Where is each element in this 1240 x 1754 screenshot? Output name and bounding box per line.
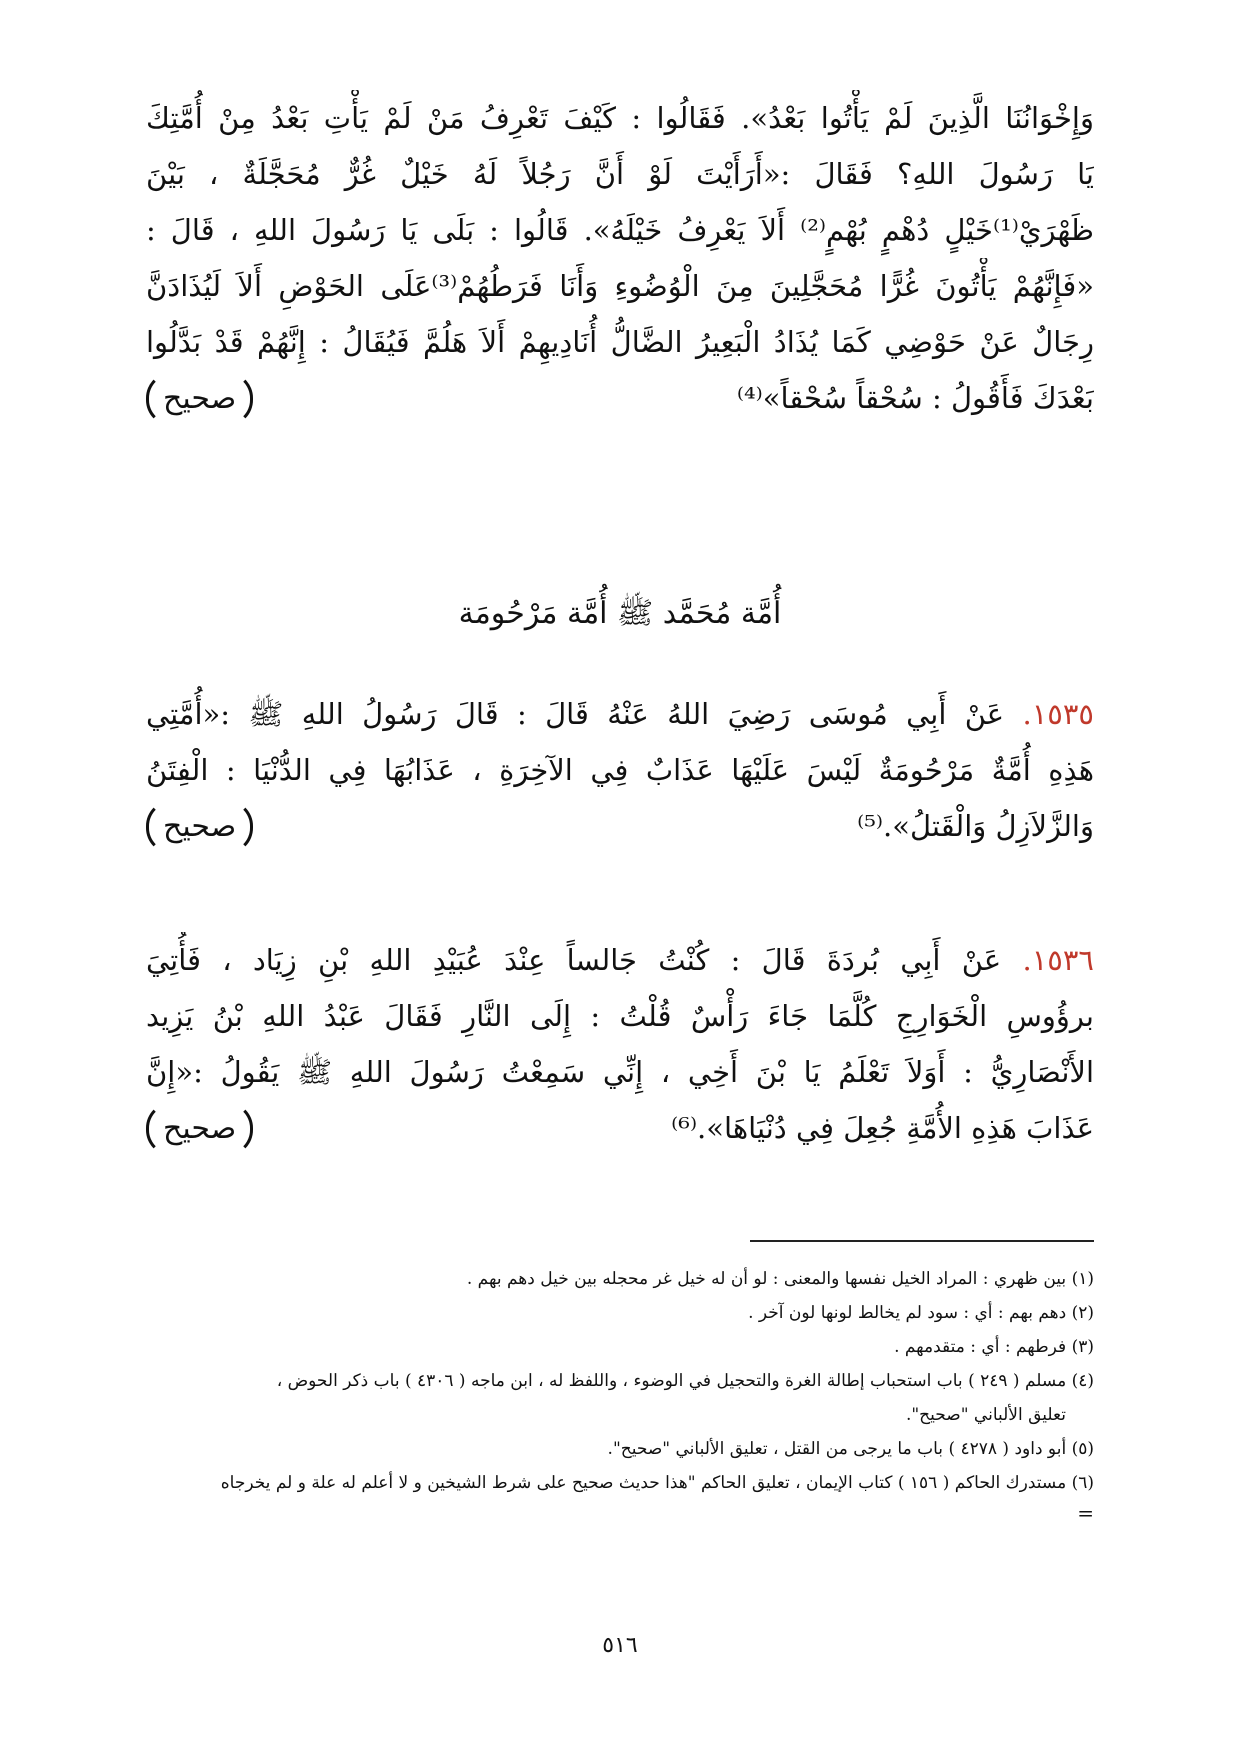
footnote-1: (١) بين ظهري : المراد الخيل نفسها والمعنى : لو أن له خيل غر محجله بين خيل دهم بهم . bbox=[466, 1269, 1094, 1289]
text-line: رِجَالٌ عَنْ حَوْضِي كَمَا يُذَادُ الْبَعِيرُ الضَّالُّ أُنَادِيهِمْ أَلاَ هَلُمَّ فَيُقَالُ : إِنَّهُمْ قَدْ بَدَّلُوا bbox=[146, 325, 1094, 359]
text-line: برؤُوسِ الْخَوَارِجِ كُلَّمَا جَاءَ رَأْسٌ قُلْتُ : إِلَى النَّارِ فَقَالَ عَبْدُ اللهِ بْنُ يَزِيد bbox=[146, 999, 1094, 1033]
footnote-separator bbox=[750, 1240, 1094, 1242]
text-line bbox=[146, 686, 1094, 742]
text-line: «فَإِنَّهُمْ يَأْتُونَ غُرًّا مُحَجَّلِينَ مِنَ الْوُضُوءِ وَأَنَا فَرَطُهُمْ⁽³⁾عَلَى الحَوْضِ أَلاَ لَيُذَادَنَّ bbox=[146, 269, 1094, 303]
text-line: هَذِهِ أُمَّةٌ مَرْحُومَةٌ لَيْسَ عَلَيْهَا عَذَابٌ فِي الآخِرَةِ ، عَذَابُهَا فِي الدُّنْيَا : الْفِتَنُ bbox=[146, 753, 1094, 787]
grade-label: صحيح bbox=[146, 800, 253, 854]
section-heading: أُمَّة مُحَمَّد ﷺ أُمَّة مَرْحُومَة bbox=[458, 596, 782, 631]
grade-label: صحيح bbox=[146, 372, 253, 426]
text-line: وَإِخْوَانُنَا الَّذِينَ لَمْ يَأْتُوا بَعْدُ». فَقَالُوا : كَيْفَ تَعْرِفُ مَنْ لَمْ يَأْتِ بَعْدُ مِنْ أُمَّتِكَ bbox=[146, 101, 1094, 135]
hadith-number: ١٥٣٥. bbox=[1022, 697, 1094, 731]
footnote-6: (٦) مستدرك الحاكم ( ١٥٦ ) كتاب الإيمان ، تعليق الحاكم "هذا حديث صحيح على شرط الشيخين و لا أعلم له علة و لم يخرجاه bbox=[220, 1473, 1094, 1493]
footnote-4-continued: تعليق الألباني "صحيح". bbox=[905, 1405, 1066, 1425]
footnote-6-continued: = bbox=[1077, 1501, 1094, 1525]
footnotes bbox=[146, 1262, 1094, 1526]
text-line-content: بَعْدَكَ فَأَقُولُ : سُحْقاً سُحْقاً»⁽⁴⁾ bbox=[736, 381, 1094, 415]
text-line-last bbox=[146, 798, 1094, 854]
text-line: الأَنْصَارِيُّ : أَوَلاَ تَعْلَمُ يَا بْنَ أَخِي ، إِنِّي سَمِعْتُ رَسُولَ اللهِ ﷺ يَقُولُ :«إِنَّ bbox=[146, 1055, 1094, 1089]
text-line: يَا رَسُولَ اللهِ؟ فَقَالَ :«أَرَأَيْتَ لَوْ أَنَّ رَجُلاً لَهُ خَيْلٌ غُرٌّ مُحَجَّلَةٌ ، بَيْنَ bbox=[146, 157, 1094, 191]
hadith-1535 bbox=[146, 686, 1094, 854]
text-line bbox=[146, 932, 1094, 988]
hadith-1536 bbox=[146, 932, 1094, 1156]
text-line-content: عَذَابَ هَذِهِ الأُمَّةِ جُعِلَ فِي دُنْيَاهَا».⁽⁶⁾ bbox=[671, 1111, 1094, 1145]
page-number: ٥١٦ bbox=[602, 1633, 638, 1658]
footnote-3: (٣) فرطهم : أي : متقدمهم . bbox=[894, 1337, 1094, 1357]
footnote-2: (٢) دهم بهم : أي : سود لم يخالط لونها لون آخر . bbox=[748, 1303, 1094, 1323]
text-line-content: عَنْ أَبِي مُوسَى رَضِيَ اللهُ عَنْهُ قَالَ : قَالَ رَسُولُ اللهِ ﷺ :«أُمَّتِي bbox=[146, 697, 1023, 731]
footnote-4: (٤) مسلم ( ٢٤٩ ) باب استحباب إطالة الغرة والتحجيل في الوضوء ، واللفظ له ، ابن ماجه ( ٤٣٠٦ ) باب ذكر الحوض ، bbox=[276, 1371, 1094, 1391]
text-line-content: وَالزَّلاَزِلُ وَالْقَتلُ».⁽⁵⁾ bbox=[857, 809, 1094, 843]
grade-label: صحيح bbox=[146, 1102, 253, 1156]
footnote-5: (٥) أبو داود ( ٤٢٧٨ ) باب ما يرجى من القتل ، تعليق الألباني "صحيح". bbox=[607, 1439, 1094, 1459]
hadith-continuation bbox=[146, 90, 1094, 426]
hadith-number: ١٥٣٦. bbox=[1022, 943, 1094, 977]
text-line-content: عَنْ أَبِي بُردَةَ قَالَ : كُنْتُ جَالساً عِنْدَ عُبَيْدِ اللهِ بْنِ زِيَاد ، فَأُتِيَ bbox=[146, 943, 1023, 977]
text-line: ظَهْرَيْ⁽¹⁾خَيْلٍ دُهْمٍ بُهْمٍ⁽²⁾ أَلاَ يَعْرِفُ خَيْلَهُ». قَالُوا : بَلَى يَا رَسُولَ اللهِ ، قَالَ : bbox=[146, 213, 1094, 247]
text-line-last bbox=[146, 1100, 1094, 1156]
text-line-last bbox=[146, 370, 1094, 426]
